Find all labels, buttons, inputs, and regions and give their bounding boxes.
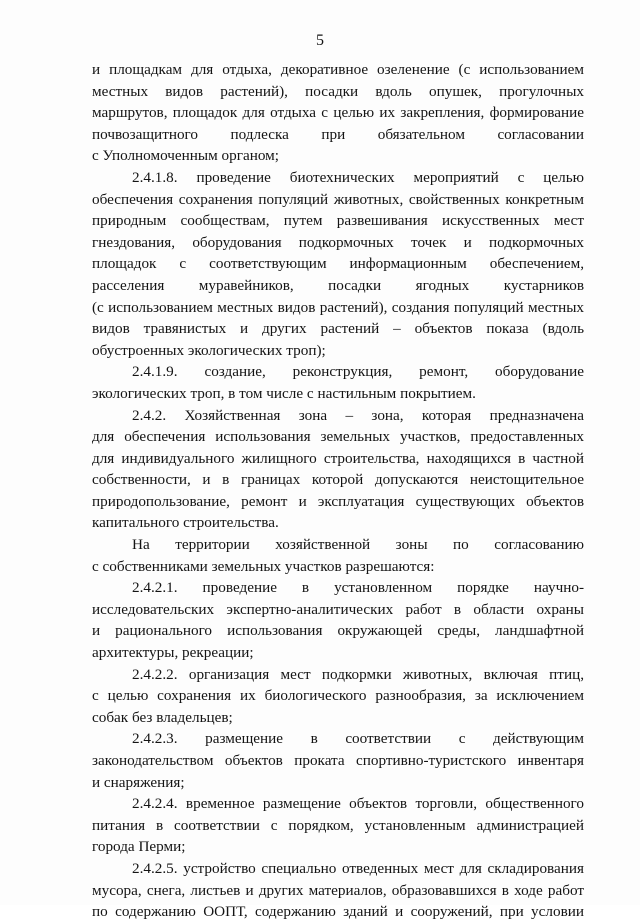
text-line: капитального строительства. xyxy=(92,514,279,532)
text-line: На территории хозяйственной зоны по согласованию xyxy=(132,536,584,554)
text-line: площадок с соответствующим информационным обеспечением, xyxy=(92,255,584,273)
document-body xyxy=(92,59,584,923)
text-line: видов травянистых и других растений – объектов показа (вдоль xyxy=(92,320,584,338)
text-line: обустроенных экологических троп); xyxy=(92,341,326,359)
text-line: местных видов растений), посадки вдоль опушек, прогулочных xyxy=(92,82,584,100)
text-line: 2.4.2.5. устройство специально отведенных мест для складирования xyxy=(132,859,584,877)
text-line: исследовательских экспертно-аналитических работ в области охраны xyxy=(92,600,584,618)
text-line: 2.4.2.2. организация мест подкормки животных, включая птиц, xyxy=(132,665,584,683)
text-line: 2.4.2.1. проведение в установленном порядке научно- xyxy=(132,579,584,597)
text-line: с Уполномоченным органом; xyxy=(92,147,279,165)
text-line: 2.4.2.3. размещение в соответствии с действующим xyxy=(132,730,584,748)
text-line: 2.4.1.9. создание, реконструкция, ремонт, оборудование xyxy=(132,363,584,381)
text-line: почвозащитного подлеска при обязательном согласовании xyxy=(92,125,584,143)
text-line: и снаряжения; xyxy=(92,773,185,791)
text-line: обеспечения сохранения популяций животных, свойственных конкретным xyxy=(92,190,584,208)
text-line: 2.4.2. Хозяйственная зона – зона, которая предназначена xyxy=(132,406,584,424)
text-line: архитектуры, рекреации; xyxy=(92,644,254,662)
text-line: для индивидуального жилищного строительства, находящихся в частной xyxy=(92,449,584,467)
text-line: и площадкам для отдыха, декоративное озеленение (с использованием xyxy=(92,61,584,78)
text-line: природопользование, ремонт и эксплуатация существующих объектов xyxy=(92,492,584,510)
text-line: гнездования, оборудования подкормочных точек и подкормочных xyxy=(92,233,584,251)
page-number: 5 xyxy=(316,32,324,49)
text-line: маршрутов, площадок для отдыха с целью их закрепления, формирование xyxy=(92,104,584,122)
text-line: собственности, и в границах которой допускаются неистощительное xyxy=(92,471,584,489)
text-line: мусора, снега, листьев и других материалов, образовавшихся в ходе работ xyxy=(92,881,584,899)
text-line: расселения муравейников, посадки ягодных кустарников xyxy=(92,276,584,294)
text-line: природным сообществам, путем развешивания искусственных мест xyxy=(92,212,584,230)
text-line: с целью сохранения их биологического разнообразия, за исключением xyxy=(92,687,584,705)
text-line: 2.4.2.4. временное размещение объектов торговли, общественного xyxy=(132,795,584,813)
text-line: по содержанию ООПТ, содержанию зданий и сооружений, при условии xyxy=(92,903,584,921)
text-line: собак без владельцев; xyxy=(92,708,233,726)
text-line: и рационального использования окружающей среды, ландшафтной xyxy=(92,622,584,640)
text-line: для обеспечения использования земельных участков, предоставленных xyxy=(92,428,584,446)
text-line: питания в соответствии с порядком, установленным администрацией xyxy=(92,816,584,834)
text-line: экологических троп, в том числе с настильным покрытием. xyxy=(92,384,476,402)
text-line: (с использованием местных видов растений), создания популяций местных xyxy=(92,298,584,316)
text-line: с собственниками земельных участков разрешаются: xyxy=(92,557,435,575)
text-line: города Перми; xyxy=(92,838,186,856)
text-line: 2.4.1.8. проведение биотехнических мероприятий с целью xyxy=(132,168,584,186)
text-line: законодательством объектов проката спортивно-туристского инвентаря xyxy=(92,752,584,769)
